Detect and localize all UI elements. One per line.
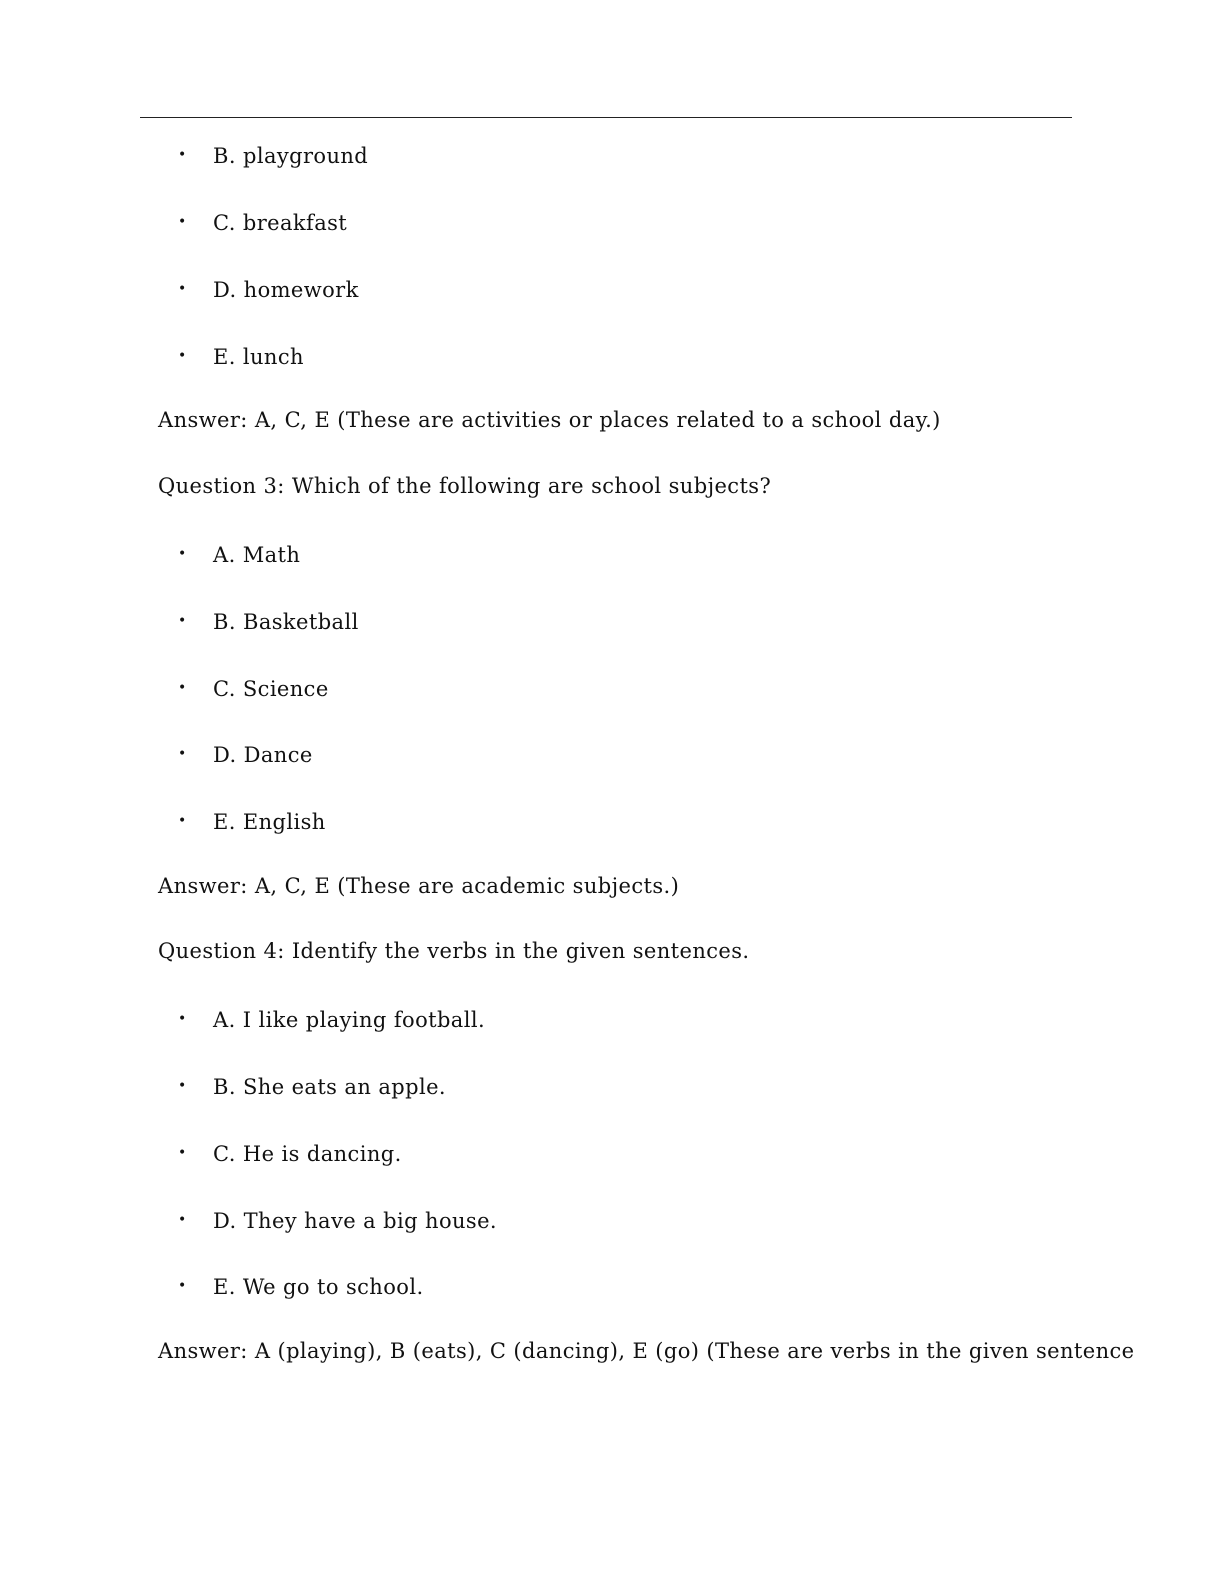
bullet-icon: • <box>178 1011 187 1027</box>
option-text: C. He is dancing. <box>213 1142 402 1166</box>
answer-q4: Answer: A (playing), B (eats), C (dancing), E (go) (These are verbs in the given sentence <box>158 1339 1135 1363</box>
answer-q2: Answer: A, C, E (These are activities or places related to a school day.) <box>158 408 941 432</box>
list-item <box>178 209 347 237</box>
list-item <box>178 1273 424 1301</box>
list-item <box>178 142 368 170</box>
list-item <box>178 1207 497 1235</box>
option-text: A. I like playing football. <box>213 1008 486 1032</box>
bullet-icon: • <box>178 613 187 629</box>
list-item <box>178 276 359 304</box>
option-text: B. Basketball <box>213 610 359 634</box>
answer-q3: Answer: A, C, E (These are academic subjects.) <box>158 874 680 898</box>
bullet-icon: • <box>178 1078 187 1094</box>
bullet-icon: • <box>178 281 187 297</box>
option-text: A. Math <box>213 543 301 567</box>
option-text: D. They have a big house. <box>213 1209 497 1233</box>
option-text: C. Science <box>213 677 329 701</box>
option-text: E. English <box>213 810 326 834</box>
bullet-icon: • <box>178 746 187 762</box>
option-text: B. playground <box>213 144 369 168</box>
bullet-icon: • <box>178 1278 187 1294</box>
bullet-icon: • <box>178 680 187 696</box>
bullet-icon: • <box>178 348 187 364</box>
question-3: Question 3: Which of the following are school subjects? <box>158 474 772 498</box>
list-item <box>178 1140 402 1168</box>
list-item <box>178 343 304 371</box>
header-divider <box>140 117 1072 118</box>
option-text: E. lunch <box>213 345 304 369</box>
list-item <box>178 1006 485 1034</box>
list-item <box>178 808 326 836</box>
option-text: D. homework <box>213 278 359 302</box>
option-text: C. breakfast <box>213 211 348 235</box>
option-text: B. She eats an apple. <box>213 1075 446 1099</box>
bullet-icon: • <box>178 1212 187 1228</box>
list-item <box>178 541 300 569</box>
bullet-icon: • <box>178 546 187 562</box>
bullet-icon: • <box>178 813 187 829</box>
option-text: D. Dance <box>213 743 313 767</box>
list-item <box>178 1073 446 1101</box>
list-item <box>178 608 359 636</box>
list-item <box>178 741 313 769</box>
list-item <box>178 675 329 703</box>
question-4: Question 4: Identify the verbs in the given sentences. <box>158 939 750 963</box>
bullet-icon: • <box>178 1145 187 1161</box>
bullet-icon: • <box>178 147 187 163</box>
bullet-icon: • <box>178 214 187 230</box>
option-text: E. We go to school. <box>213 1275 424 1299</box>
